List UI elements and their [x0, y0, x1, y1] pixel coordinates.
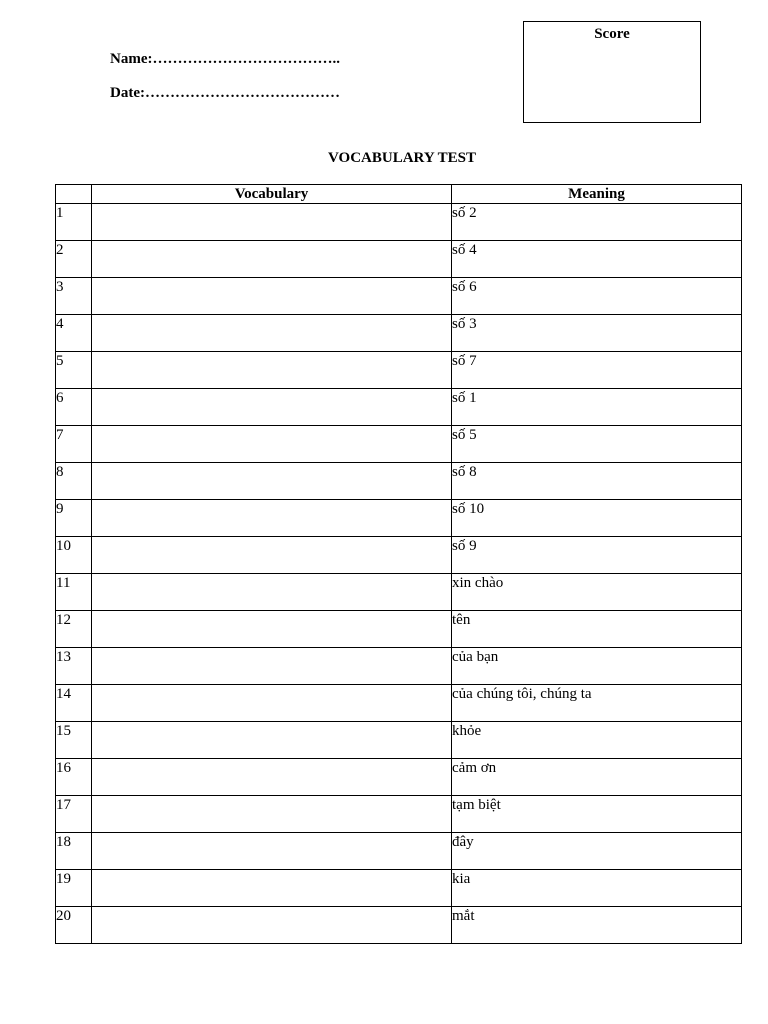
- row-number: 1: [56, 204, 92, 241]
- table-row: [56, 648, 742, 685]
- row-number: 9: [56, 500, 92, 537]
- table-row: [56, 759, 742, 796]
- row-number: 18: [56, 833, 92, 870]
- table-row: [56, 426, 742, 463]
- meaning-cell: số 9: [452, 537, 742, 574]
- date-field-label: Date:…………………………………: [110, 85, 340, 101]
- row-number: 16: [56, 759, 92, 796]
- vocabulary-answer-cell[interactable]: [92, 796, 452, 833]
- page-title: VOCABULARY TEST: [328, 150, 476, 166]
- table-row: [56, 796, 742, 833]
- column-header-number: [56, 185, 92, 204]
- meaning-cell: tạm biệt: [452, 796, 742, 833]
- vocabulary-table: [55, 184, 742, 944]
- meaning-cell: của chúng tôi, chúng ta: [452, 685, 742, 722]
- row-number: 8: [56, 463, 92, 500]
- meaning-cell: số 10: [452, 500, 742, 537]
- meaning-cell: số 7: [452, 352, 742, 389]
- vocabulary-answer-cell[interactable]: [92, 537, 452, 574]
- table-row: [56, 537, 742, 574]
- table-row: [56, 500, 742, 537]
- vocabulary-answer-cell[interactable]: [92, 315, 452, 352]
- vocabulary-answer-cell[interactable]: [92, 389, 452, 426]
- row-number: 2: [56, 241, 92, 278]
- name-field-label: Name:………………………………..: [110, 51, 340, 67]
- row-number: 15: [56, 722, 92, 759]
- score-box[interactable]: [523, 21, 701, 123]
- vocabulary-answer-cell[interactable]: [92, 241, 452, 278]
- table-row: [56, 352, 742, 389]
- table-row: [56, 833, 742, 870]
- meaning-cell: tên: [452, 611, 742, 648]
- vocabulary-answer-cell[interactable]: [92, 278, 452, 315]
- vocabulary-answer-cell[interactable]: [92, 204, 452, 241]
- score-label: Score: [594, 26, 630, 42]
- vocabulary-answer-cell[interactable]: [92, 870, 452, 907]
- row-number: 10: [56, 537, 92, 574]
- meaning-cell: số 2: [452, 204, 742, 241]
- vocabulary-answer-cell[interactable]: [92, 907, 452, 944]
- meaning-cell: số 8: [452, 463, 742, 500]
- vocabulary-answer-cell[interactable]: [92, 833, 452, 870]
- table-row: [56, 574, 742, 611]
- meaning-cell: xin chào: [452, 574, 742, 611]
- vocabulary-answer-cell[interactable]: [92, 426, 452, 463]
- vocabulary-answer-cell[interactable]: [92, 500, 452, 537]
- meaning-cell: số 3: [452, 315, 742, 352]
- row-number: 12: [56, 611, 92, 648]
- meaning-cell: kia: [452, 870, 742, 907]
- row-number: 3: [56, 278, 92, 315]
- row-number: 17: [56, 796, 92, 833]
- vocabulary-answer-cell[interactable]: [92, 722, 452, 759]
- column-header-meaning: Meaning: [452, 185, 742, 204]
- table-row: [56, 204, 742, 241]
- meaning-cell: cảm ơn: [452, 759, 742, 796]
- row-number: 7: [56, 426, 92, 463]
- row-number: 6: [56, 389, 92, 426]
- table-header-row: [56, 185, 742, 204]
- table-row: [56, 389, 742, 426]
- vocabulary-answer-cell[interactable]: [92, 611, 452, 648]
- meaning-cell: đây: [452, 833, 742, 870]
- table-row: [56, 611, 742, 648]
- meaning-cell: mắt: [452, 907, 742, 944]
- table-row: [56, 278, 742, 315]
- table-row: [56, 907, 742, 944]
- row-number: 11: [56, 574, 92, 611]
- vocabulary-answer-cell[interactable]: [92, 648, 452, 685]
- vocabulary-answer-cell[interactable]: [92, 685, 452, 722]
- row-number: 19: [56, 870, 92, 907]
- table-row: [56, 463, 742, 500]
- meaning-cell: khỏe: [452, 722, 742, 759]
- table-row: [56, 722, 742, 759]
- table-row: [56, 685, 742, 722]
- meaning-cell: số 1: [452, 389, 742, 426]
- meaning-cell: của bạn: [452, 648, 742, 685]
- vocabulary-answer-cell[interactable]: [92, 463, 452, 500]
- row-number: 5: [56, 352, 92, 389]
- table-row: [56, 315, 742, 352]
- meaning-cell: số 5: [452, 426, 742, 463]
- row-number: 13: [56, 648, 92, 685]
- meaning-cell: số 6: [452, 278, 742, 315]
- table-row: [56, 870, 742, 907]
- row-number: 4: [56, 315, 92, 352]
- vocabulary-answer-cell[interactable]: [92, 759, 452, 796]
- vocabulary-answer-cell[interactable]: [92, 352, 452, 389]
- row-number: 14: [56, 685, 92, 722]
- table-row: [56, 241, 742, 278]
- row-number: 20: [56, 907, 92, 944]
- vocabulary-answer-cell[interactable]: [92, 574, 452, 611]
- column-header-vocabulary: Vocabulary: [92, 185, 452, 204]
- meaning-cell: số 4: [452, 241, 742, 278]
